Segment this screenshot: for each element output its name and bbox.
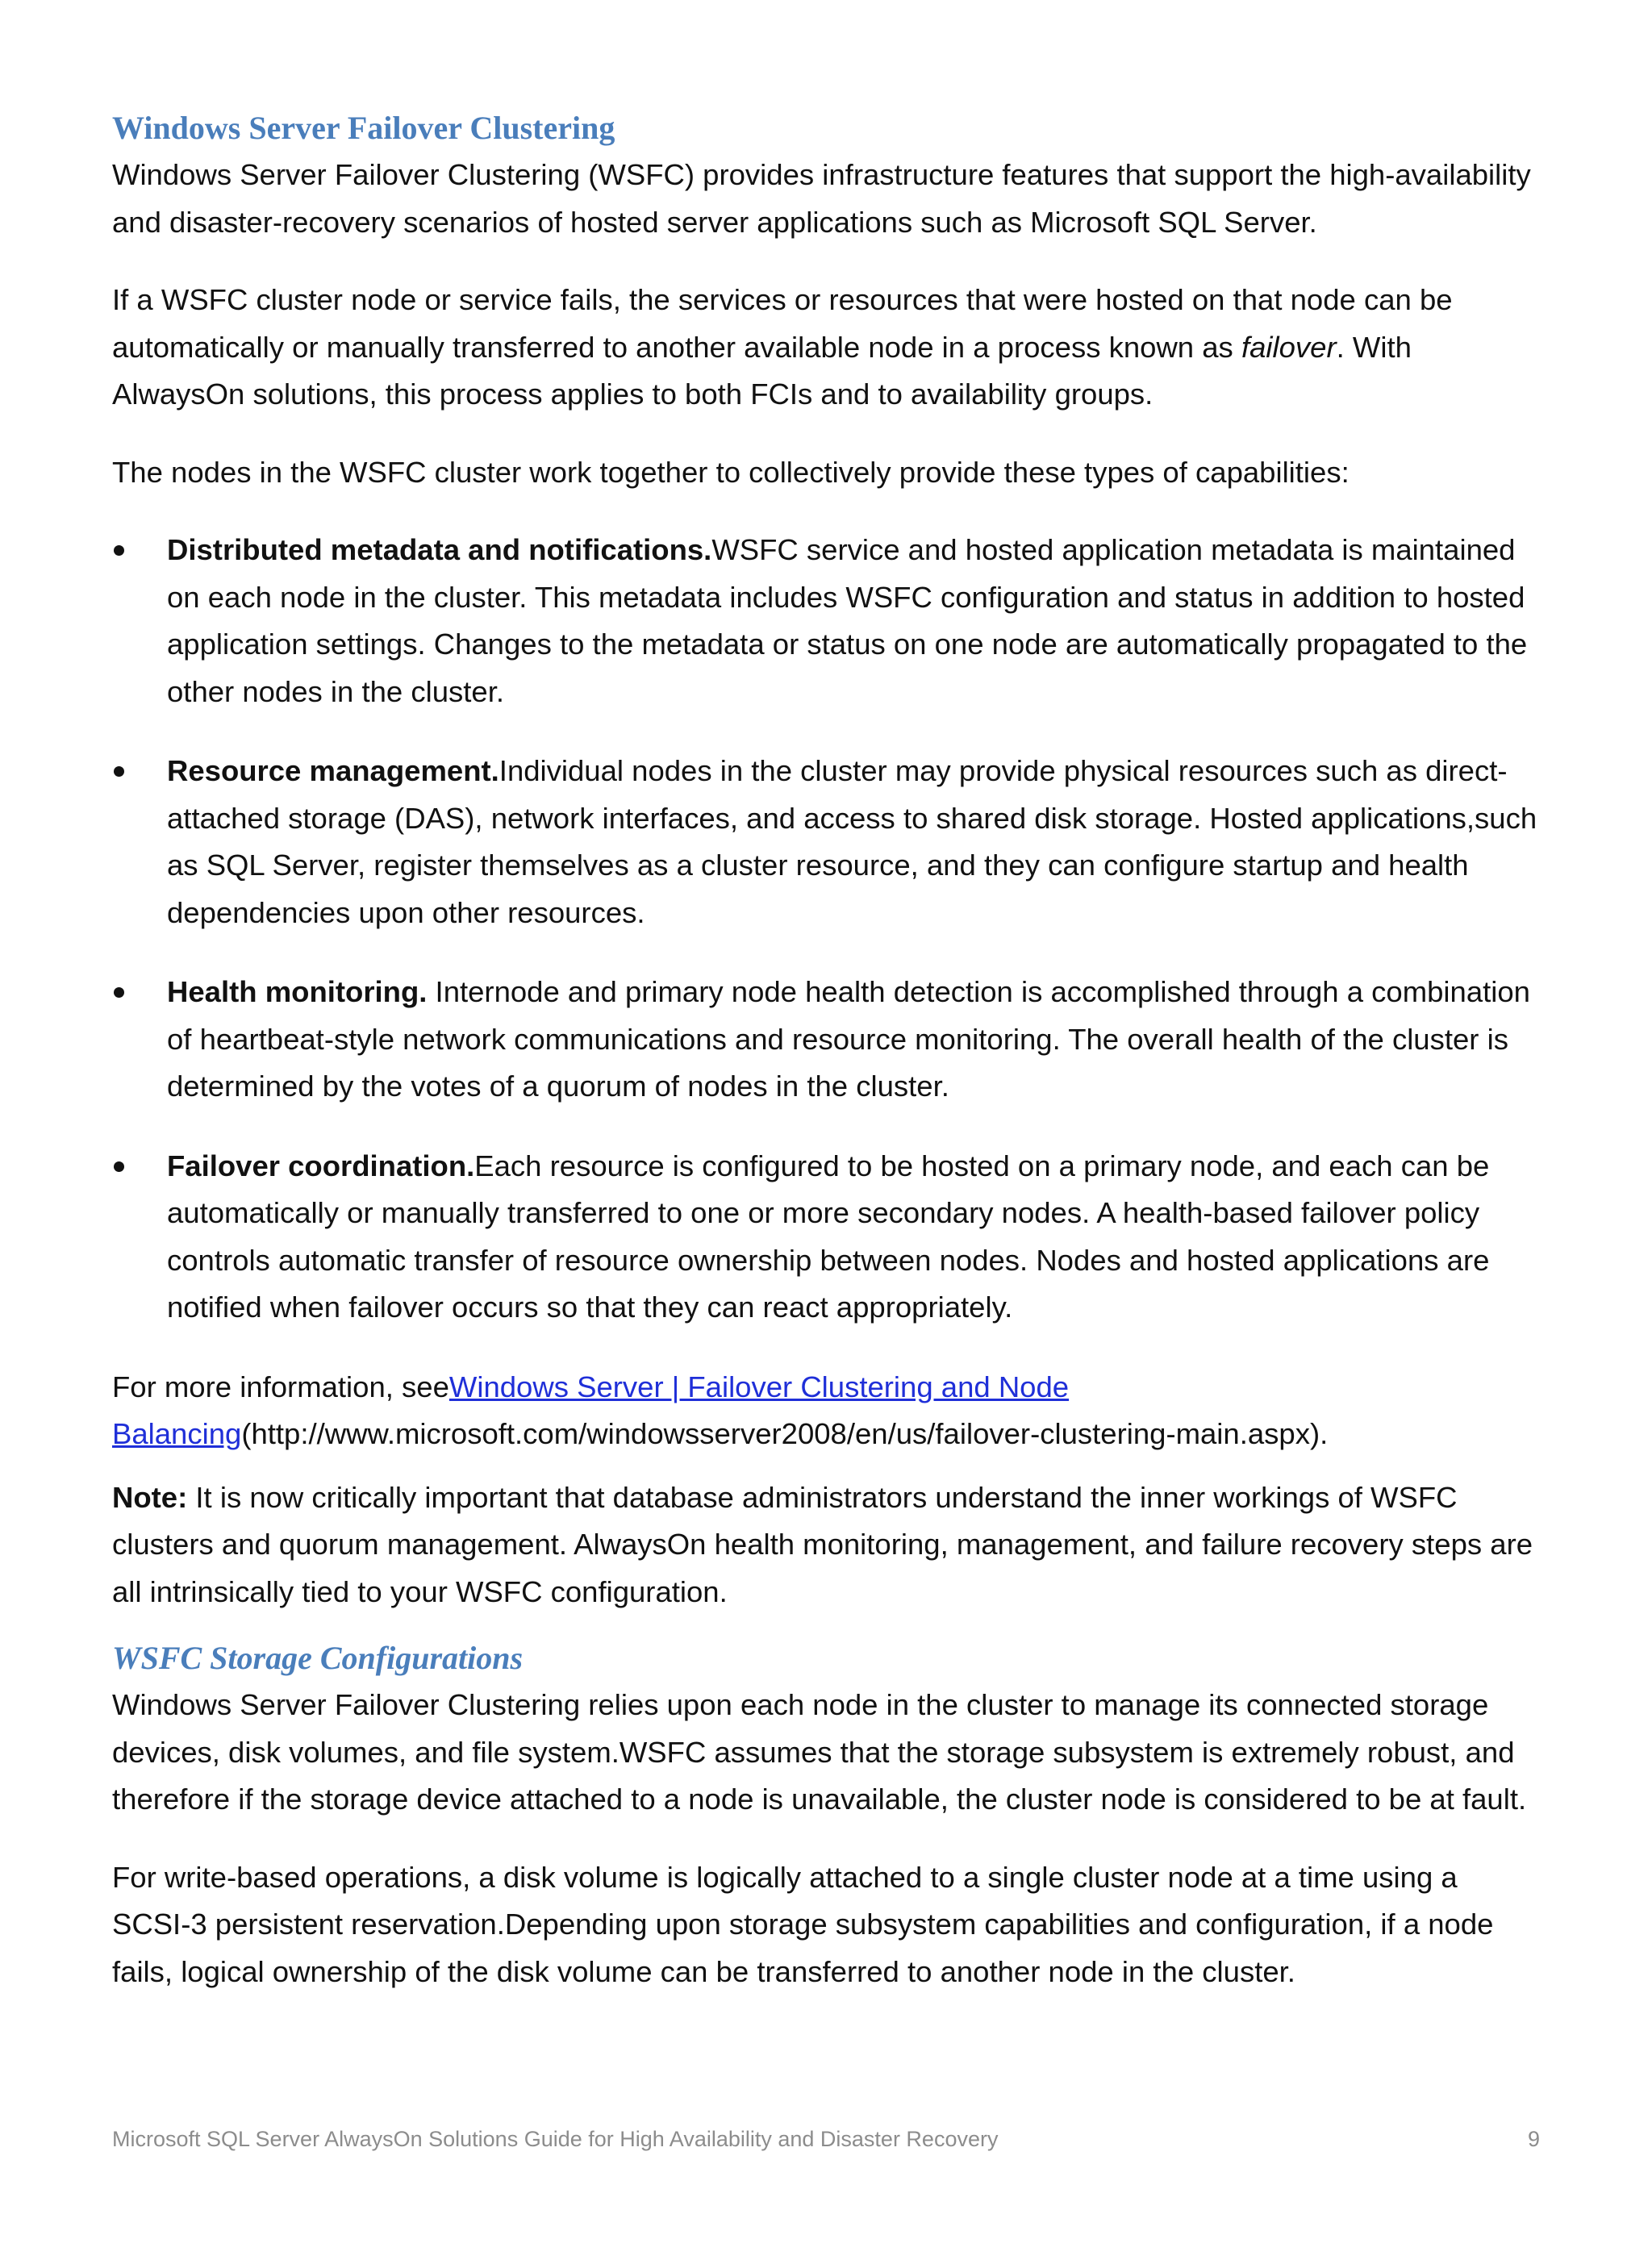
note-text: It is now critically important that database administrators understand the inner workings of WSFC clusters and quorum management. AlwaysOn health monitoring, management, and failure recovery steps are all intrinsically tied to your WSFC configuration. xyxy=(112,1480,1533,1608)
bullet-icon xyxy=(114,987,124,998)
list-item-text: WSFC service and hosted application metadata is maintained on each node in the cluster. This metadata includes WSFC configuration and status in addition to hosted application settings. Changes to the metadata or status on one node are automatically propagated to the other nodes in the cluster. xyxy=(167,533,1528,708)
failover-term: failover xyxy=(1241,330,1337,364)
section-heading-wsfc: Windows Server Failover Clustering xyxy=(112,110,615,146)
list-item-title: Failover coordination. xyxy=(167,1149,475,1182)
more-info-text: For more information, see xyxy=(112,1370,449,1403)
list-item-title: Resource management. xyxy=(167,754,499,787)
bullet-icon xyxy=(114,766,124,777)
page-footer xyxy=(112,2123,1540,2155)
paragraph-storage-intro: Windows Server Failover Clustering relies upon each node in the cluster to manage its connected storage devices, disk volumes, and file system.WSFC assumes that the storage subsystem is extremely robust, and therefore if the storage device attached to a node is unavailable, the cluster node is considered to be at fault. xyxy=(112,1688,1527,1816)
list-item-title: Distributed metadata and notifications. xyxy=(167,533,712,566)
note-paragraph xyxy=(112,1474,1540,1616)
paragraph-failover-text: If a WSFC cluster node or service fails, the services or resources that were hosted on that node can be automatically or manually transferred to another available node in a process known as xyxy=(112,283,1453,364)
list-item xyxy=(112,1143,1540,1332)
bullet-icon xyxy=(114,545,124,556)
capabilities-list xyxy=(112,527,1540,1332)
paragraph-write-operations: For write-based operations, a disk volume is logically attached to a single cluster node at a time using a SCSI-3 persistent reservation.Depending upon storage subsystem capabilities and configuration, if a node fails, logical ownership of the disk volume can be transferred to another node in the cluster. xyxy=(112,1860,1494,1988)
page-number: 9 xyxy=(1527,2127,1540,2151)
footer-title: Microsoft SQL Server AlwaysOn Solutions Guide for High Availability and Disaster Recovery xyxy=(112,2127,999,2151)
list-item-title: Health monitoring. xyxy=(167,975,428,1008)
list-item-text: Individual nodes in the cluster may provide physical resources such as direct-attached storage (DAS), network interfaces, and access to shared disk storage. Hosted applications,such as SQL Server, register themselves as a cluster resource, and they can configure startup and health dependencies upon other resources. xyxy=(167,754,1537,929)
failover-clustering-link[interactable]: Windows Server | Failover Clustering and Node Balancing xyxy=(112,1370,1070,1450)
bullet-icon xyxy=(114,1161,124,1172)
paragraph-failover-text-end: . With AlwaysOn solutions, this process applies to both FCIs and to availability groups. xyxy=(112,330,1412,411)
section-heading-storage: WSFC Storage Configurations xyxy=(112,1640,524,1676)
paragraph-failover xyxy=(112,277,1540,419)
paragraph-capabilities: The nodes in the WSFC cluster work together to collectively provide these types of capabilities: xyxy=(112,455,1350,489)
more-info-url: (http://www.microsoft.com/windowsserver2008/en/us/failover-clustering-main.aspx). xyxy=(241,1417,1329,1450)
paragraph-more-info xyxy=(112,1364,1540,1458)
note-label: Note: xyxy=(112,1480,188,1514)
list-item xyxy=(112,748,1540,936)
list-item xyxy=(112,527,1540,715)
paragraph-wsfc-intro: Windows Server Failover Clustering (WSFC) provides infrastructure features that support the high-availability and disaster-recovery scenarios of hosted server applications such as Microsoft SQL Server. xyxy=(112,158,1531,239)
list-item xyxy=(112,969,1540,1111)
document-page xyxy=(112,105,1540,2026)
list-item-text: Internode and primary node health detection is accomplished through a combination of heartbeat-style network communications and resource monitoring. The overall health of the cluster is determined by the votes of a quorum of nodes in the cluster. xyxy=(167,975,1530,1103)
list-item-text: Each resource is configured to be hosted on a primary node, and each can be automatically or manually transferred to one or more secondary nodes. A health-based failover policy controls automatic transfer of resource ownership between nodes. Nodes and hosted applications are notified when failover occurs so that they can react appropriately. xyxy=(167,1149,1490,1324)
